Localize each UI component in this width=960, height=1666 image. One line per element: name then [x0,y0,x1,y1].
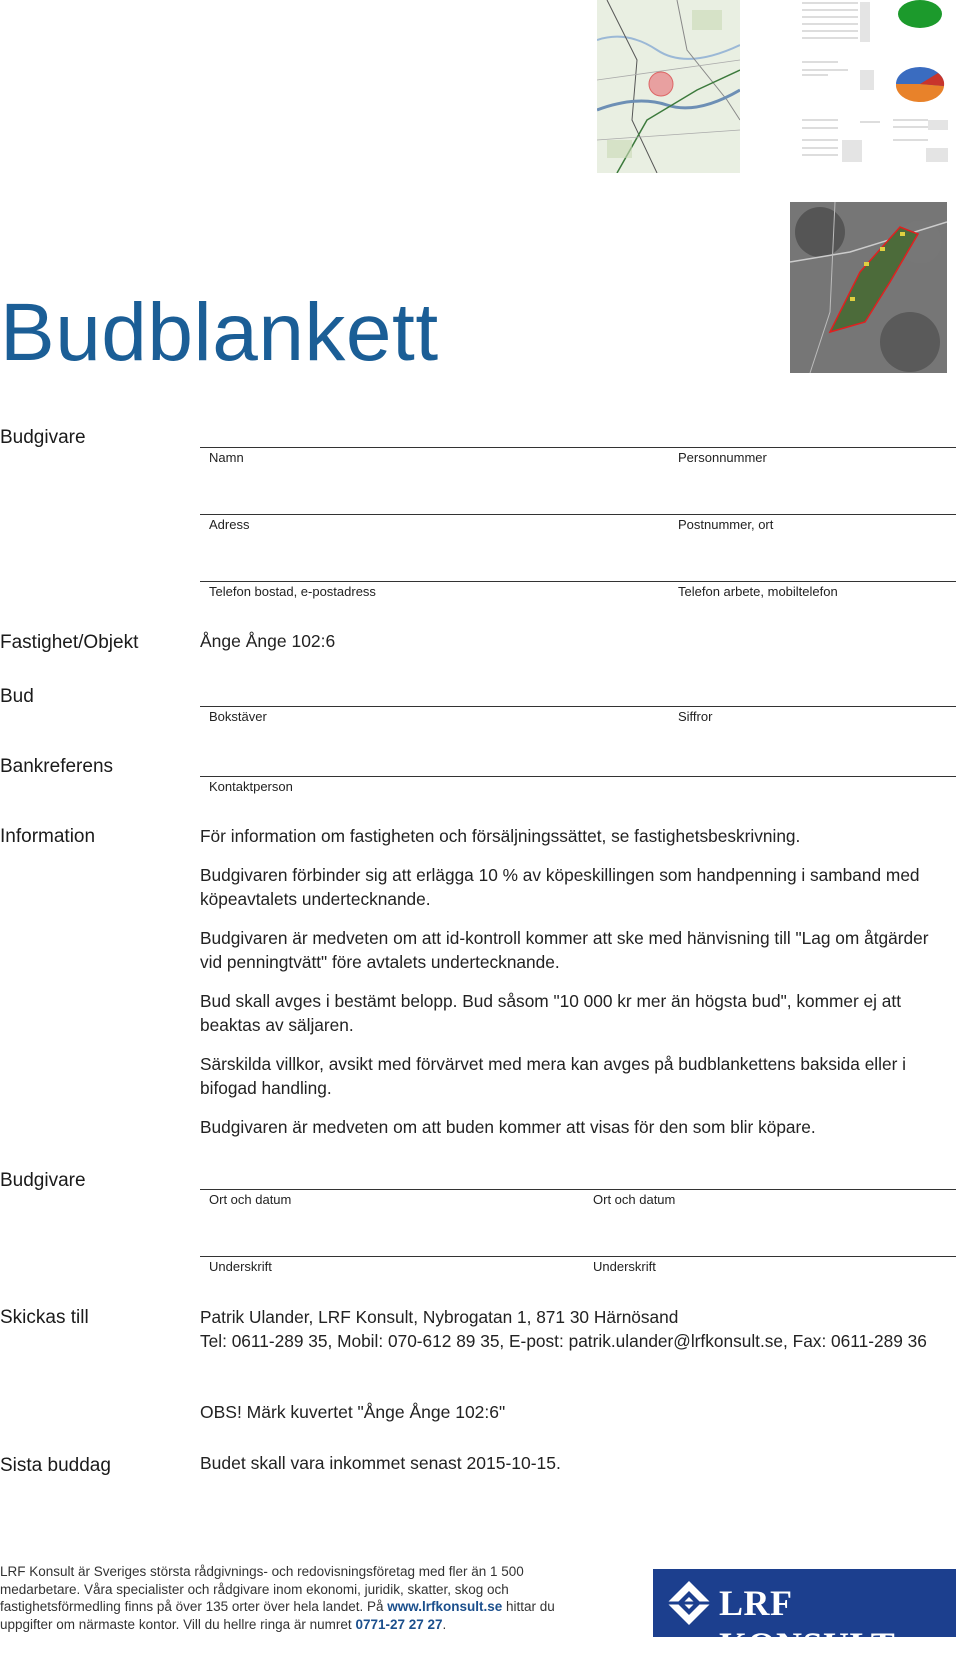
personnummer-caption: Personnummer [678,450,767,465]
bankreferens-label: Bankreferens [0,756,114,777]
logo-diamond-icon [663,1577,715,1629]
signatur-label: Budgivare [0,1170,86,1191]
logo-text: LRF KONSULT [719,1583,896,1665]
footer-text-part: . [442,1616,447,1632]
address-field-line[interactable] [200,514,956,515]
info-paragraph: Budgivaren är medveten om att buden kommer att visas för den som blir köpare. [200,1117,816,1137]
skickas-address [200,1305,955,1353]
aerial-photo-thumbnail [790,202,947,373]
bank-field-line[interactable] [200,776,956,777]
footer-text-part: hittar du uppgifter om närmaste kontor. Vill du hellre ringa är numret [0,1599,555,1632]
info-paragraph: Budgivaren förbinder sig att erlägga 10 % av köpeskillingen som handpenning i samband med köpeavtalets undertecknande. [200,865,920,909]
kontaktperson-caption: Kontaktperson [209,779,293,794]
info-paragraph: Särskilda villkor, avsikt med förvärvet med mera kan avges på budblankettens baksida eller i bifogad handling. [200,1054,906,1098]
postnummer-caption: Postnummer, ort [678,517,774,532]
phone-home-caption: Telefon bostad, e-postadress [209,584,376,599]
obs-note: OBS! Märk kuvertet "Ånge Ånge 102:6" [200,1402,506,1422]
phone-field-line[interactable] [200,581,956,582]
budgivare-label: Budgivare [0,427,86,448]
info-paragraph: För information om fastigheten och försäljningssättet, se fastighetsbeskrivning. [200,826,801,846]
lrf-konsult-logo [653,1569,956,1665]
siffror-caption: Siffror [678,709,713,724]
place-date-line[interactable] [200,1189,956,1190]
bokstaver-caption: Bokstäver [209,709,267,724]
recipient-line: Patrik Ulander, LRF Konsult, Nybrogatan 1, 871 30 Härnösand [200,1307,679,1327]
name-field-line[interactable] [200,447,956,448]
contact-line: Tel: 0611-289 35, Mobil: 070-612 89 35, E-post: patrik.ulander@lrfkonsult.se, Fax: 0611-289 36 [200,1331,927,1351]
information-text [200,824,955,1154]
info-paragraph: Bud skall avges i bestämt belopp. Bud såsom "10 000 kr mer än högsta bud", kommer ej att beaktas av säljaren. [200,991,902,1035]
sista-label: Sista buddag [0,1455,111,1476]
statistics-thumbnail [798,0,956,165]
footer-web-link[interactable]: www.lrfkonsult.se [387,1599,503,1615]
fastighet-label: Fastighet/Objekt [0,632,139,653]
place-date-caption-right: Ort och datum [593,1192,676,1207]
signature-caption-left: Underskrift [209,1259,272,1274]
phone-work-caption: Telefon arbete, mobiltelefon [678,584,838,599]
footer-text [0,1563,560,1633]
bid-field-line[interactable] [200,706,956,707]
footer-phone: 0771-27 27 27 [355,1616,443,1632]
fastighet-value: Ånge Ånge 102:6 [200,631,336,651]
address-caption: Adress [209,517,250,532]
footer-text-part: LRF Konsult är Sveriges största rådgivnings- och redovisningsföretag med fler än 1 500 medarbetare. Våra specialister och rådgivare inom ekonomi, juridik, skatter, skog och fastighetsförmedling finns på över 135 orter över hela landet. På [0,1564,524,1615]
signature-caption-right: Underskrift [593,1259,656,1274]
sista-value: Budet skall vara inkommet senast 2015-10-15. [200,1453,561,1473]
info-paragraph: Budgivaren är medveten om att id-kontroll kommer att ske med hänvisning till "Lag om åtgärder vid penningtvätt" före avtalets undertecknande. [200,928,929,972]
signature-line[interactable] [200,1256,956,1257]
page-title: Budblankett [0,287,439,378]
bud-label: Bud [0,686,34,707]
map-thumbnail [597,0,740,173]
skickas-label: Skickas till [0,1307,89,1328]
name-caption: Namn [209,450,244,465]
place-date-caption-left: Ort och datum [209,1192,292,1207]
information-label: Information [0,826,96,847]
